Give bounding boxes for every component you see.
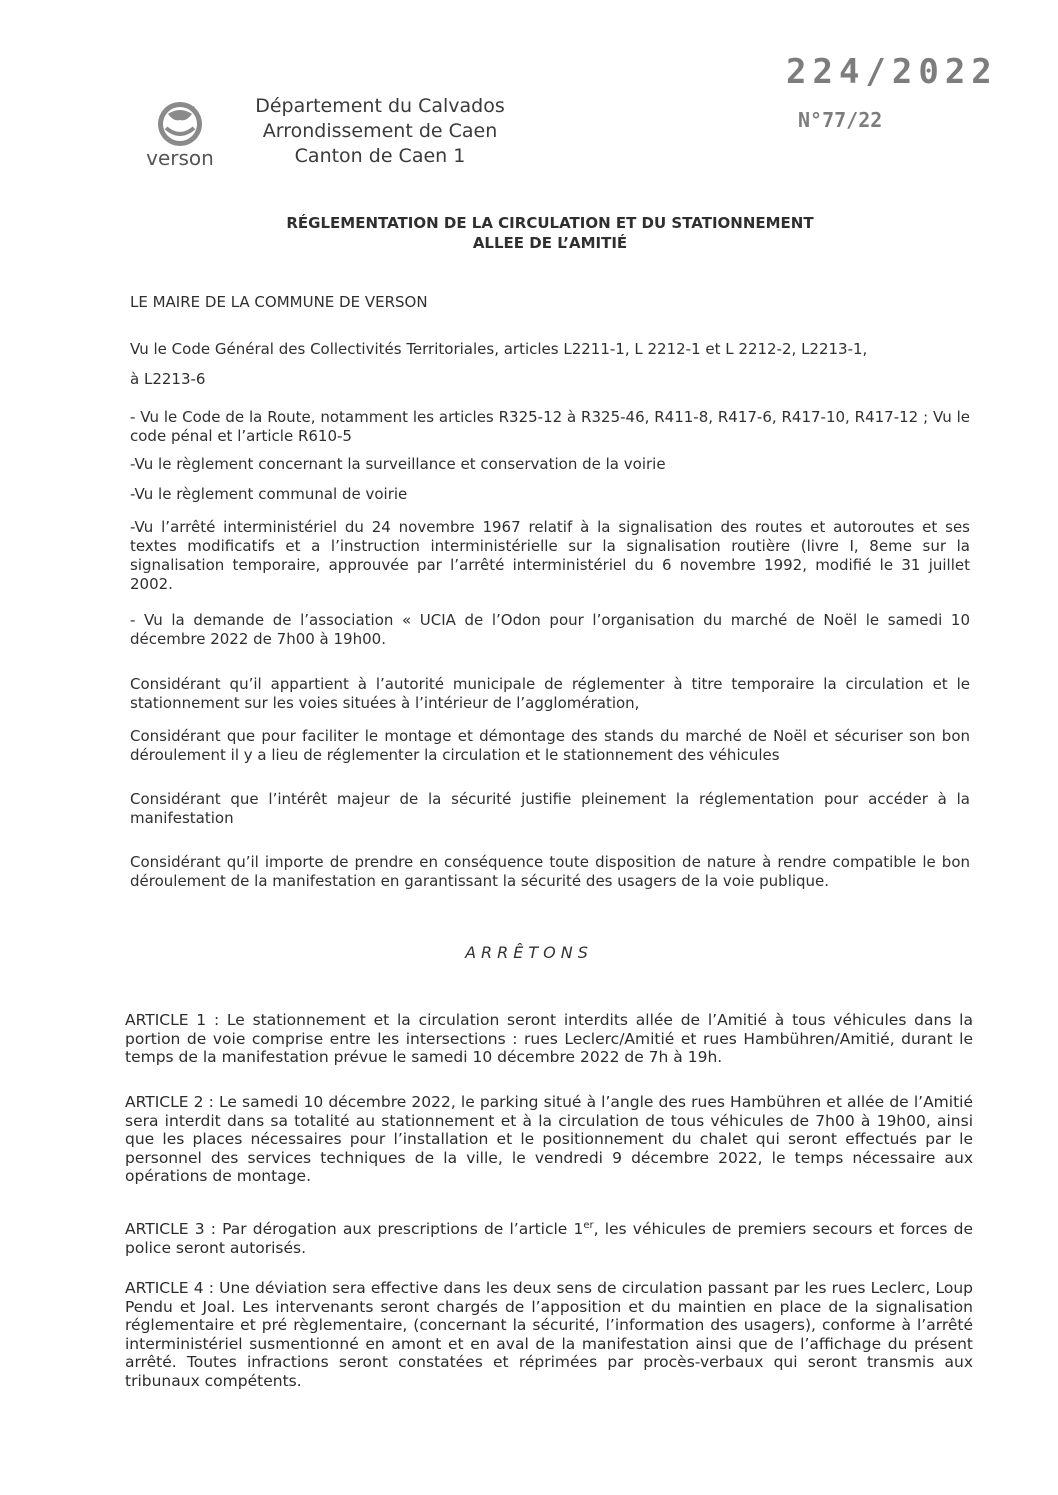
department-line: Département du Calvados [255,95,505,117]
vu-cgct-cont: à L2213-6 [130,370,206,388]
vu-arrete-interministeriel: -Vu l’arrêté interministériel du 24 novembre 1967 relatif à la signalisation des routes et autoroutes et ses textes modificatifs et a l’instruction interministérielle sur la signalisation routière (livre I, 8eme sur la signalisation temporaire, approuvée par l’arrêté interministériel du 6 novembre 1992, modifié le 31 juillet 2002. [130,518,970,593]
arrondissement-line: Arrondissement de Caen [262,120,498,142]
considerant-4: Considérant qu’il importe de prendre en conséquence toute disposition de nature à rendre compatible le bon déroulement de la manifestation en garantissant la sécurité des usagers de la voie publique. [130,853,970,890]
considerant-3: Considérant que l’intérêt majeur de la sécurité justifie pleinement la réglementation pour accéder à la manifestation [130,790,970,827]
vu-reglement-voirie: -Vu le règlement concernant la surveillance et conservation de la voirie [130,455,666,473]
arretons-heading: ARRÊTONS [465,943,593,962]
mayor-heading: LE MAIRE DE LA COMMUNE DE VERSON [130,293,428,311]
vu-demande-association: - Vu la demande de l’association « UCIA de l’Odon pour l’organisation du marché de Noël le samedi 10 décembre 2022 de 7h00 à 19h00. [130,611,970,648]
considerant-2: Considérant que pour faciliter le montage et démontage des stands du marché de Noël et sécuriser son bon déroulement il y a lieu de réglementer la circulation et le stationnement des véhicules [130,727,970,764]
canton-line: Canton de Caen 1 [294,145,466,167]
globe-icon [140,100,220,150]
title-line-2: ALLEE DE L’AMITIÉ [472,234,628,252]
document-title [200,213,900,253]
article-3 [125,1217,973,1257]
article-3-superscript: er [583,1220,594,1231]
title-line-1: RÉGLEMENTATION DE LA CIRCULATION ET DU STATIONNEMENT [286,214,814,232]
decree-number: N°77/22 [798,108,883,132]
vu-reglement-communal: -Vu le règlement communal de voirie [130,485,408,503]
article-3-text: ARTICLE 3 : Par dérogation aux prescriptions de l’article 1 [125,1220,584,1239]
administrative-header [250,94,510,169]
registry-stamp: 224/2022 [786,52,998,92]
vu-code-route: - Vu le Code de la Route, notamment les articles R325-12 à R325-46, R411-8, R417-6, R417-10, R417-12 ; Vu le code pénal et l’article R610-5 [130,408,970,445]
considerant-1: Considérant qu’il appartient à l’autorité municipale de réglementer à titre temporaire la circulation et le stationnement sur les voies situées à l’intérieur de l’agglomération, [130,675,970,712]
vu-cgct: Vu le Code Général des Collectivités Territoriales, articles L2211-1, L 2212-1 et L 2212-2, L2213-1, [130,340,868,358]
verson-logo [140,100,220,172]
article-4: ARTICLE 4 : Une déviation sera effective dans les deux sens de circulation passant par les rues Leclerc, Loup Pendu et Joal. Les intervenants seront chargés de l’apposition et du maintien en place de la signalisation réglementaire et pré règlementaire, (concernant la sécurité, l’information des usagers), conforme à l’arrêté interministériel susmentionné en amont et en aval de la manifestation ainsi que de l’affichage du présent arrêté. Toutes infractions seront constatées et réprimées par procès-verbaux qui seront transmis aux tribunaux compétents. [125,1279,973,1390]
article-2: ARTICLE 2 : Le samedi 10 décembre 2022, le parking situé à l’angle des rues Hambühren et allée de l’Amitié sera interdit dans sa totalité au stationnement et à la circulation de tous véhicules de 7h00 à 19h00, ainsi que les places nécessaires pour l’installation et le positionnement du chalet qui seront effectués par le personnel des services techniques de la ville, le vendredi 9 décembre 2022, le temps nécessaire aux opérations de montage. [125,1093,973,1185]
article-3-text-end: , les véhicules de premiers secours et forces de police seront autorisés. [125,1220,973,1257]
logo-text: verson [146,146,214,170]
article-1: ARTICLE 1 : Le stationnement et la circulation seront interdits allée de l’Amitié à tous véhicules dans la portion de voie comprise entre les intersections : rues Leclerc/Amitié et rues Hambühren/Amitié, durant le temps de la manifestation prévue le samedi 10 décembre 2022 de 7h à 19h. [125,1011,973,1066]
